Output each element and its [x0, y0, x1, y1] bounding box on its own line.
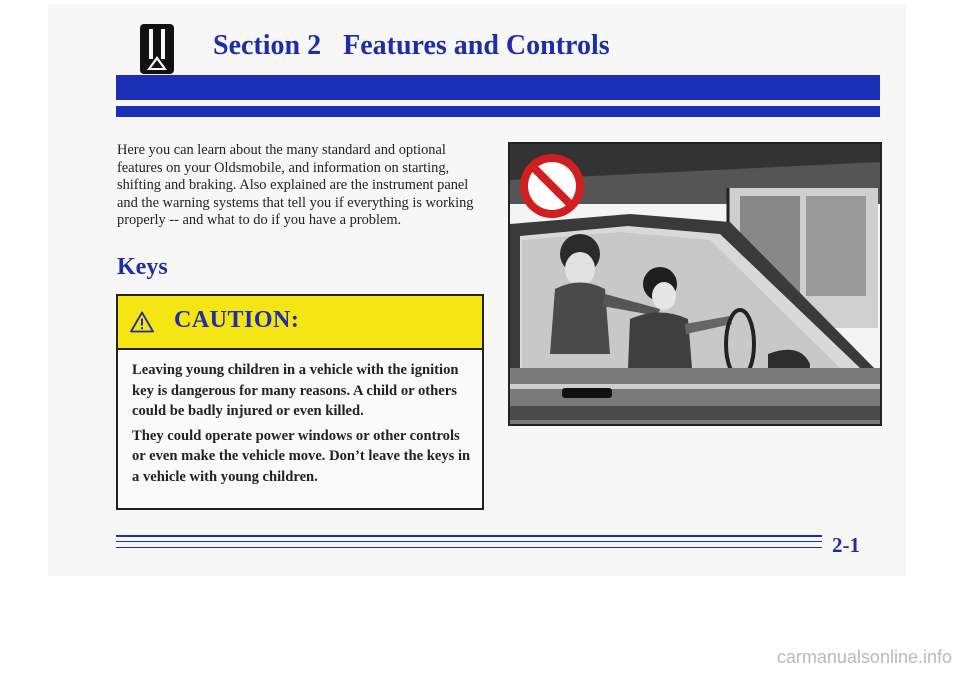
section-label: Section 2: [213, 30, 322, 61]
caution-paragraph-2: They could operate power windows or other controls or even make the vehicle move. Don’t leave the keys in a vehicle with young children.: [132, 427, 471, 485]
header-bar: [116, 75, 880, 100]
children-in-car-illustration: [508, 142, 882, 426]
caution-paragraph-1: Leaving young children in a vehicle with the ignition key is dangerous for many reasons. A child or others could be badly injured or even killed.: [132, 362, 459, 420]
oldsmobile-logo-icon: [140, 24, 174, 74]
watermark: carmanualsonline.info: [776, 647, 952, 667]
caution-header: [118, 296, 482, 350]
footer-rule: [116, 541, 822, 542]
page-number: 2-1: [832, 533, 860, 557]
keys-heading: Keys: [117, 254, 168, 280]
header-bar-thin: [116, 106, 880, 117]
section-name: Features and Controls: [343, 30, 610, 61]
footer-rule: [116, 547, 822, 548]
illustration-drawing: [510, 144, 880, 424]
caution-body: [132, 360, 472, 492]
section-title: [213, 30, 610, 62]
caution-label: CAUTION:: [174, 307, 300, 333]
intro-paragraph: Here you can learn about the many standard and optional features on your Oldsmobile, and information on starting, shifting and braking. Also explained are the instrument panel and the warning systems that tell you if everything is working properly -- and what to do if you have a problem.: [117, 142, 474, 229]
warning-triangle-icon: [130, 311, 154, 333]
caution-box: [116, 294, 484, 510]
footer-rule: [116, 535, 822, 537]
